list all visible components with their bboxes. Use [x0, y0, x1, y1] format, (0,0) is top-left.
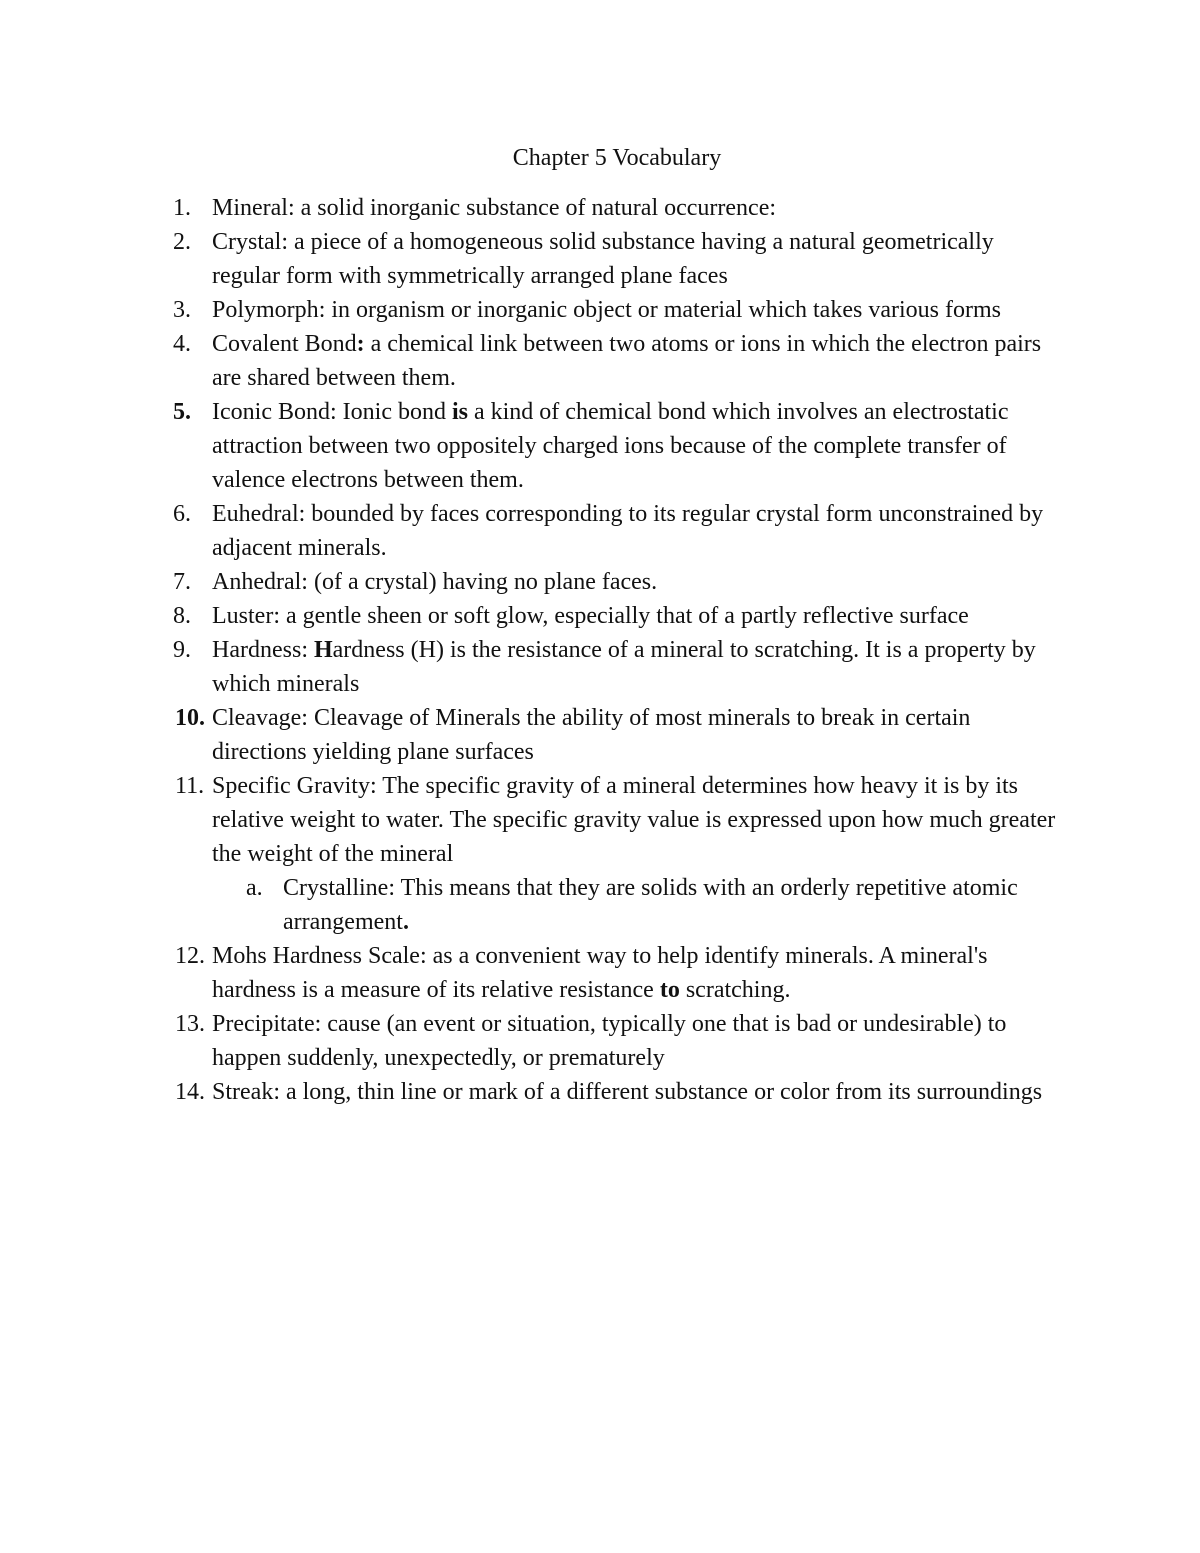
- item-definition: : a gentle sheen or soft glow, especially that of a partly reflective surface: [273, 603, 969, 629]
- item-term: Specific Gravity: [212, 773, 370, 799]
- item-term: Streak: [212, 1079, 274, 1105]
- item-definition: : in organism or inorganic object or material which takes various forms: [318, 297, 1001, 323]
- item-term: Cleavage: [212, 705, 302, 731]
- item-definition: : The specific gravity of a mineral determines how heavy it is by its relative weight to water. The specific gravity value is expressed upon how much greater the weight of the mineral: [212, 773, 1056, 867]
- item-number: 11.: [175, 773, 205, 799]
- list-item: [161, 769, 1061, 939]
- item-number: 3.: [173, 297, 191, 323]
- item-definition: : (of a crystal) having no plane faces.: [301, 569, 658, 595]
- sub-item-letter: a.: [246, 875, 263, 901]
- item-number: 5.: [173, 399, 191, 425]
- item-definition-part: :: [301, 637, 314, 663]
- item-definition: : a solid inorganic substance of natural occurrence:: [287, 195, 777, 221]
- list-item: [161, 599, 1061, 633]
- item-bold-word: H: [313, 637, 333, 663]
- list-item: [161, 1075, 1061, 1109]
- item-number: 12.: [175, 943, 205, 969]
- list-item: [161, 225, 1061, 293]
- item-number: 4.: [173, 331, 191, 357]
- item-number: 2.: [173, 229, 191, 255]
- item-definition: a chemical link between two atoms or ions in which the electron pairs are shared between them.: [212, 331, 1042, 391]
- list-item: [161, 191, 1061, 225]
- sub-list: [212, 871, 1061, 939]
- item-term: Luster: [212, 603, 274, 629]
- item-bold-word: to: [659, 977, 680, 1003]
- item-term: Iconic Bond: [212, 399, 330, 425]
- item-term: Hardness: [212, 637, 302, 663]
- list-item: [161, 293, 1061, 327]
- item-term: Covalent Bond: [212, 331, 357, 357]
- item-definition-part: a kind of chemical bond which involves an electrostatic attraction between two oppositely charged ions because of the complete transfer of valence electrons between them.: [212, 399, 1009, 493]
- item-number: 14.: [175, 1079, 205, 1105]
- item-term: Mineral: [212, 195, 288, 221]
- item-definition-part: ardness (H) is the resistance of a mineral to scratching. It is a property by which minerals: [212, 637, 1036, 697]
- list-item: [161, 939, 1061, 1007]
- item-number: 1.: [173, 195, 191, 221]
- item-definition-part: scratching.: [679, 977, 791, 1003]
- list-item: [161, 565, 1061, 599]
- item-bold-word: is: [451, 399, 468, 425]
- item-term: Anhedral: [212, 569, 302, 595]
- item-definition-part: : as a convenient way to help identify minerals. A mineral's hardness is a measure of its relative resistance: [212, 943, 988, 1003]
- item-definition: : bounded by faces corresponding to its regular crystal form unconstrained by adjacent minerals.: [212, 501, 1044, 561]
- item-definition: : a piece of a homogeneous solid substance having a natural geometrically regular form with symmetrically arranged plane faces: [212, 229, 994, 289]
- item-term: Mohs Hardness Scale: [212, 943, 420, 969]
- list-item: [161, 633, 1061, 701]
- item-number: 13.: [175, 1011, 205, 1037]
- list-item: [161, 395, 1061, 497]
- list-item: [161, 497, 1061, 565]
- item-term: Polymorph: [212, 297, 319, 323]
- sub-item-bold-end: .: [402, 909, 409, 935]
- item-bold-colon: :: [356, 331, 365, 357]
- list-item: [161, 701, 1061, 769]
- item-term: Precipitate: [212, 1011, 315, 1037]
- sub-list-item: [212, 871, 1061, 939]
- vocabulary-list: [161, 191, 1061, 1109]
- page-title: Chapter 5 Vocabulary: [512, 145, 722, 171]
- item-number: 8.: [173, 603, 191, 629]
- item-number: 6.: [173, 501, 191, 527]
- item-definition: : a long, thin line or mark of a different substance or color from its surroundings: [273, 1079, 1043, 1105]
- sub-item-definition: : This means that they are solids with an orderly repetitive atomic arrangement: [283, 875, 1018, 935]
- item-definition-part: : Ionic bond: [329, 399, 452, 425]
- item-term: Euhedral: [212, 501, 299, 527]
- item-number: 7.: [173, 569, 191, 595]
- item-number: 10.: [175, 705, 205, 731]
- item-term: Crystal: [212, 229, 282, 255]
- item-number: 9.: [173, 637, 191, 663]
- sub-item-term: Crystalline: [283, 875, 389, 901]
- item-definition: : cause (an event or situation, typically one that is bad or undesirable) to happen suddenly, unexpectedly, or prematurely: [212, 1011, 1007, 1071]
- item-definition: : Cleavage of Minerals the ability of most minerals to break in certain directions yielding plane surfaces: [212, 705, 971, 765]
- list-item: [161, 327, 1061, 395]
- list-item: [161, 1007, 1061, 1075]
